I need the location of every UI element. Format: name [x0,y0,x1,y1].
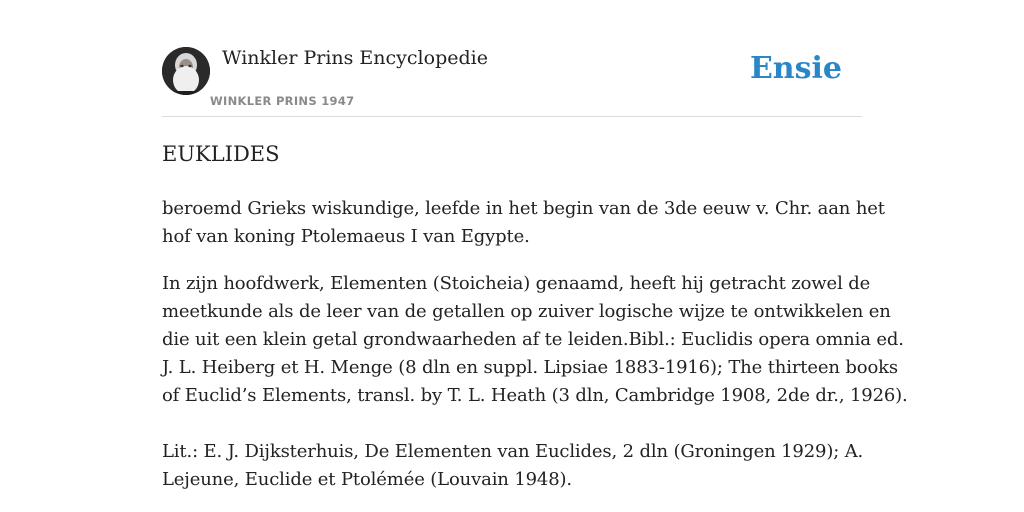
paragraph-line: Lejeune, Euclide et Ptolémée (Louvain 1948). [162,469,572,490]
paragraph-line: J. L. Heiberg et H. Menge (8 dln en suppl. Lipsiae 1883-1916); The thirteen books [162,357,898,378]
paragraph-break [162,410,862,438]
bearded-man-portrait-icon[interactable] [162,47,210,95]
paragraph-line: die uit een klein getal grondwaarheden af te leiden.Bibl.: Euclidis opera omnia ed. [162,329,904,350]
paragraph-line: hof van koning Ptolemaeus I van Egypte. [162,226,530,247]
article [162,136,908,512]
paragraph-line: of Euclid’s Elements, transl. by T. L. Heath (3 dln, Cambridge 1908, 2de dr., 1926). [162,385,908,406]
article-paragraph-2 [162,270,908,494]
article-title: EUKLIDES [162,142,280,166]
header [162,0,862,117]
paragraph-line: meetkunde als de leer van de getallen op zuiver logische wijze te ontwikkelen en [162,301,891,322]
paragraph-line: Lit.: E. J. Dijksterhuis, De Elementen van Euclides, 2 dln (Groningen 1929); A. [162,441,864,462]
paragraph-line: In zijn hoofdwerk, Elementen (Stoicheia) genaamd, heeft hij getracht zowel de [162,273,871,294]
paragraph-line: beroemd Grieks wiskundige, leefde in het begin van de 3de eeuw v. Chr. aan het [162,198,885,219]
source-title[interactable]: Winkler Prins Encyclopedie [222,47,488,69]
edition-label[interactable]: WINKLER PRINS 1947 [210,94,355,108]
article-paragraph-1 [162,195,885,251]
brand-logo[interactable]: Ensie [749,51,842,86]
